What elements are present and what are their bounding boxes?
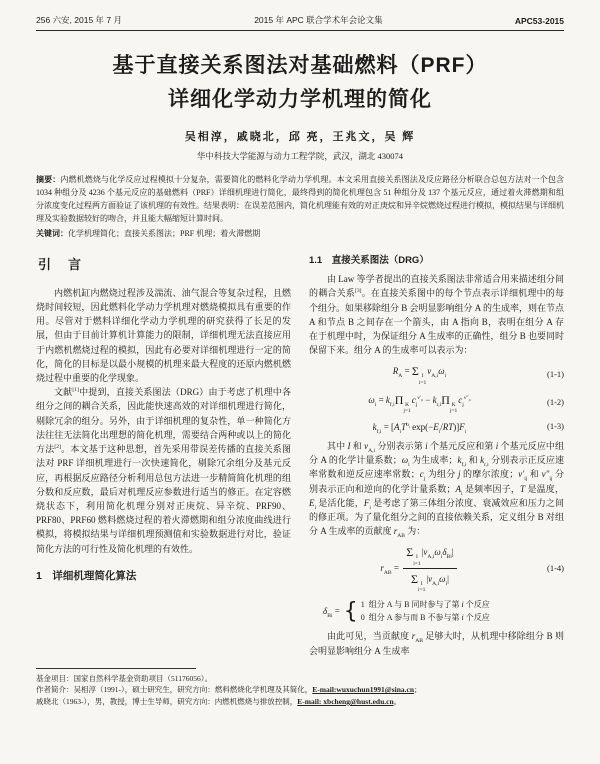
abstract-label: 摘要：: [36, 175, 61, 185]
equation-1-2-row: [309, 391, 564, 415]
case-brace: {: [343, 598, 358, 624]
delta-case-equation: [309, 599, 564, 625]
footnote-divider: [36, 668, 196, 669]
equation-1-3-row: [309, 420, 564, 434]
case-conditions: [361, 599, 490, 625]
right-column: [309, 253, 564, 658]
case-condition-1: 1 组分 A 与 B 同时参与了第 i 个反应: [360, 599, 490, 609]
equation-1-4: [309, 543, 530, 593]
delta-case-equation-row: [309, 599, 564, 625]
delta-lhs: $\delta_{Bi}$ =: [323, 606, 340, 620]
author-bio-line-2: [36, 696, 564, 708]
equation-1-2: $\omega_i = k_{f,i}\Pi$ K j=1 $c_j^{\nu'_{ji}} - k_{r,i}\Pi$ K j=1 $c_j^{\nu''_{ji}}$: [368, 393, 471, 415]
authors-line: 吴相淳，戚晓北，邱 亮，王兆文，吴 辉: [184, 131, 416, 144]
author-bio-line-1: [36, 684, 564, 696]
keywords-line: [36, 228, 564, 241]
left-column: [36, 253, 291, 658]
abstract-text: 内燃机燃烧与化学反应过程模拟十分复杂，需要简化的燃料化学动力学机理。本文采用直接关系图法及反应路径分析联合总包方法对一个包含 1034 种组分及 4236 个基元反应的基础燃料（PRF）详细机理进行简化，最终得到的简化机理包含 51 种组分及 137 个基元反应，通过着火滞燃期和组分浓度变化过程两方面验证了该机理的有效性。结果表明：在误差范围内，简化机理能有效的对正庚烷和异辛烷燃烧过程进行模拟，模拟结果与详细机理及实验数据较好的吻合，并且能大幅缩短计算时间。: [36, 175, 564, 223]
header-proceedings-title: 2015 年 APC 联合学术年会论文集: [254, 15, 383, 25]
paper-title-line1: 基于直接关系图法对基础燃料（PRF）: [112, 54, 488, 77]
paper-title-line2: 详细化学动力学机理的简化: [168, 87, 432, 111]
footnote-block: [36, 673, 564, 708]
header-page-info: 256 六安, 2015 年 7 月: [36, 15, 122, 25]
author-bio-2-suffix: 。: [393, 697, 402, 707]
abstract-paragraph: [36, 174, 564, 225]
author-bio-1-text: 作者简介：吴相淳（1991-），硕士研究生，研究方向：燃料燃烧化学机理及其简化，: [36, 685, 313, 695]
keywords-text: 化学机理简化；直接关系图法；PRF 机理；着火滞燃期: [68, 229, 261, 239]
intro-paragraph-2: 文献[1]中提到，直接关系图法（DRG）由于考虑了机理中各组分之间的耦合关系，因此能快速高效的对详细机理进行简化，剔除冗余的组分。另外，由于详细机理的复杂性，单一种简化方法往往无法简化出理想的简化机理，需要结合两种或以上的简化方法[2]。本文基于这种思想，首先采用带误差传播的直接关系图法对 PRF 详细机理进行一次快速简化，剔除冗余组分及基元反应，再根据反应路径分析利用总包方法进一步精简简化机理的组分数和反应数，最后对机理反应参数进行适当的修正。在定容燃烧状态下，利用简化机理分别对正庚烷、异辛烷、PRF90、PRF80、PRF60 燃料燃烧过程的着火滞燃期和组分浓度曲线进行模拟，将模拟结果与详细机理预测值和实验数据进行对比，验证简化方法的可行性及简化机理的有效性。: [36, 387, 291, 554]
equation-1-1: $R_A = \Sigma$ I i=1 $\nu_{A,i}\omega_i$: [392, 364, 447, 386]
equation-1-1-number: (1-1): [547, 368, 564, 379]
drg-paragraph-3: 由此可见，当贡献度 $r_{AB}$ 足够大时，从机理中移除组分 B 则会明显影响组分 A 生成率: [309, 631, 564, 656]
section1-heading: 1 详细机理简化算法: [36, 569, 137, 582]
author-1-email-link[interactable]: E-mail:wuxuchun1991@sina.cn: [312, 685, 415, 695]
page-header: [36, 14, 564, 31]
equation-1-4-lhs: $r_{AB}$ =: [380, 562, 402, 576]
equation-1-4-numerator: Σ I i=1 $|\nu_{A,i}\omega_i\delta_{Bi}|$: [403, 543, 456, 569]
drg-paragraph-2: 其中 I 和 $\nu_{A,i}$ 分别表示第 i 个基元反应和第 i 个基元反应中组分 A 的化学计量系数；$\omega_i$ 为生成率；$k_{f,i}$ 和 $k_{r,i}$ 分别表示正反应速率常数和逆反应速率常数；$c_j$ 为组分 j 的摩尔浓度；$\nu'_{ij}$ 和 $\nu''_{ij}$ 分别表示正向和逆向的化学计量系数；$A_i$ 是频率因子，T 是温度，$E_i$ 是活化能，$F_i$ 是考虑了第三体组分浓度、衰减效应和压力之间的修正项。为了量化组分之间的直接依赖关系，定义组分 B 对组分 A 生成率的贡献度 $r_{AB}$ 为：: [309, 440, 564, 540]
introduction-heading: 引 言: [38, 257, 84, 273]
fund-project-line: 基金项目：国家自然科学基金资助项目（51176056）。: [36, 673, 212, 683]
equation-1-2-number: (1-2): [547, 397, 564, 408]
equation-1-4-denominator: Σ I i=1 $|\nu_{A,i}\omega_i|$: [410, 572, 449, 594]
keywords-label: 关键词：: [36, 229, 68, 239]
equation-1-1-row: [309, 362, 564, 386]
equation-1-4-row: [309, 543, 564, 593]
drg-paragraph-1: 由 Law 等学者提出的直接关系图法非常适合用来描述组分间的耦合关系[3]。在直接关系图中的每个节点表示详细机理中的每个组分。如果移除组分 B 会明显影响组分 A 的生成率，则在节点 A 和节点 B 之间存在一个箭头，由 A 指向 B，表明在组分 A 存在于机理中时，为保证组分 A 生成率的正确性，组分 B 也要同时保留下来。组分 A 的生成率可以表示为：: [309, 274, 565, 356]
two-column-body: [36, 253, 564, 658]
author-bio-2-text: 戚晓北（1963-），男，教授，博士生导师，研究方向：内燃机燃烧与排放控制，: [36, 697, 298, 707]
case-condition-2: 0 组分 A 参与而 B 不参与第 i 个反应: [360, 612, 490, 622]
paper-title: [36, 49, 564, 116]
author-bio-1-suffix: ；: [414, 685, 422, 695]
subsection-1-1-heading: 1.1 直接关系图法（DRG）: [309, 255, 429, 267]
equation-1-4-number: (1-4): [547, 562, 564, 573]
header-paper-id: APC53-2015: [514, 16, 564, 26]
intro-paragraph-1: 内燃机缸内燃烧过程涉及湍流、油气混合等复杂过程，且燃烧时间较短，因此燃料化学动力学机理对燃烧模拟具有重要的作用。尽管对于燃料详细化学动力学机理的研究获得了长足的发展，但由于目前计算机计算能力的限制，详细机理无法直接应用于内燃机燃烧过程的模拟，因此有必要对详细机理进行一定的简化，简化的目标是以最小规模的机理来最大程度的还原内燃机燃烧过程中重要的化学现象。: [36, 287, 291, 384]
affiliation-line: 华中科技大学能源与动力工程学院，武汉，湖北 430074: [196, 151, 404, 162]
equation-1-3-number: (1-3): [547, 421, 564, 432]
author-2-email-link[interactable]: E-mail: xbcheng@hust.edu.cn: [297, 697, 394, 707]
equation-1-4-fraction: [403, 543, 456, 593]
equation-1-3: $k_{f,i} = [A_iT^{b_i}$ $\exp(-E_i/RT)]F_i$: [372, 421, 467, 435]
